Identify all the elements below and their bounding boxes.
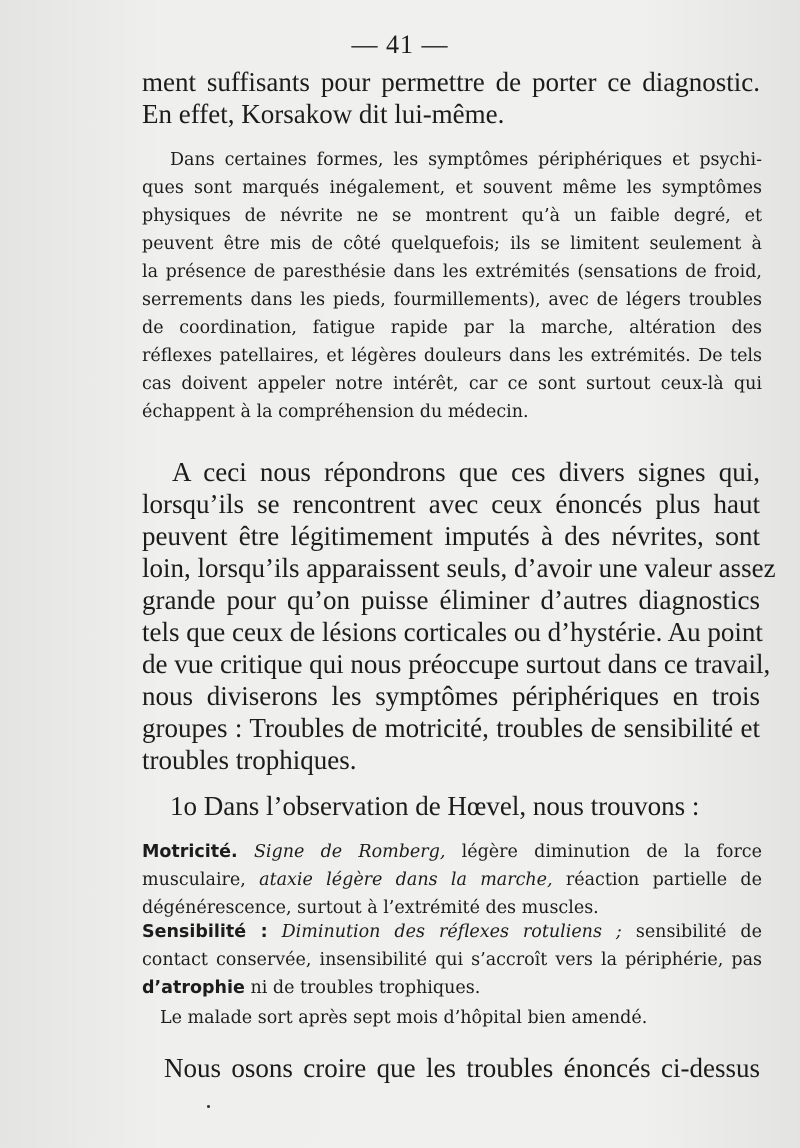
text-line: En effet, Korsakow dit lui-même. <box>142 99 505 129</box>
text-line: groupes : Troubles de motricité, troubles de sensibilité et <box>142 713 760 743</box>
top-paragraph <box>142 66 760 130</box>
quote-line: de coordination, fatigue rapide par la marche, altération des <box>142 318 762 338</box>
text-line: loin, lorsqu’ils apparaissent seuls, d’avoir une valeur assez <box>142 553 776 583</box>
motricite-label: Motricité. <box>142 842 238 862</box>
quote-line: réflexes patellaires, et légères douleurs dans les extrémités. De tels <box>142 346 762 366</box>
text-line: ment suffisants pour permettre de porter ce diagnostic. <box>142 67 760 97</box>
quote-line: physiques de névrite ne se montrent qu’à un faible degré, et <box>142 206 762 226</box>
page-number: — 41 — <box>351 30 449 59</box>
motricite-paragraph: Motricité. Signe de Romberg, légère diminution de la force musculaire, ataxie légère dans la marche, réaction partielle de dégénérescence, surtout à l’extrémité des muscles. <box>142 842 762 918</box>
quote-line: peuvent être mis de côté quelquefois; ils se limitent seulement à <box>142 234 762 254</box>
text-line: tels que ceux de lésions corticales ou d’hystérie. Au point <box>142 617 763 647</box>
text-line: troubles trophiques. <box>142 745 357 775</box>
ink-speck <box>207 1105 210 1108</box>
quote-line: cas doivent appeler notre intérêt, car ce sont surtout ceux-là qui <box>142 374 762 394</box>
korsakow-quote <box>142 146 762 426</box>
sensibilite-paragraph: Sensibilité : Diminution des réflexes rotuliens ; sensibilité de contact conservée, insensibilité qui s’accroît vers la périphérie, pas d’atrophie ni de troubles trophiques. <box>142 922 762 998</box>
text-line: A ceci nous répondrons que ces divers signes qui, <box>172 457 760 487</box>
text-line: de vue critique qui nous préoccupe surtout dans ce travail, <box>142 649 771 679</box>
text-line: lorsqu’ils se rencontrent avec ceux énoncés plus haut <box>142 489 760 519</box>
quote-line: Dans certaines formes, les symptômes périphériques et psychi- <box>170 150 762 170</box>
quote-line: serrements dans les pieds, fourmillements), avec de légers troubles <box>142 290 762 310</box>
malade-line: Le malade sort après sept mois d’hôpital bien amendé. <box>160 1008 648 1028</box>
body-paragraph <box>142 456 776 776</box>
sensibilite-label: Sensibilité : <box>142 922 268 942</box>
text-line: peuvent être légitimement imputés à des névrites, sont <box>142 521 760 551</box>
text-line: grande pour qu’on puisse éliminer d’autres diagnostics <box>142 585 760 615</box>
last-paragraph: Nous osons croire que les troubles énoncés ci-dessus <box>164 1053 760 1083</box>
observation-heading: 1o Dans l’observation de Hœvel, nous trouvons : <box>170 791 700 821</box>
quote-line: ques sont marqués inégalement, et souvent même les symptômes <box>142 178 762 198</box>
quote-line: échappent à la compréhension du médecin. <box>142 402 529 422</box>
text-line: nous diviserons les symptômes périphériques en trois <box>142 681 760 711</box>
quote-line: la présence de paresthésie dans les extrémités (sensations de froid, <box>142 262 762 282</box>
